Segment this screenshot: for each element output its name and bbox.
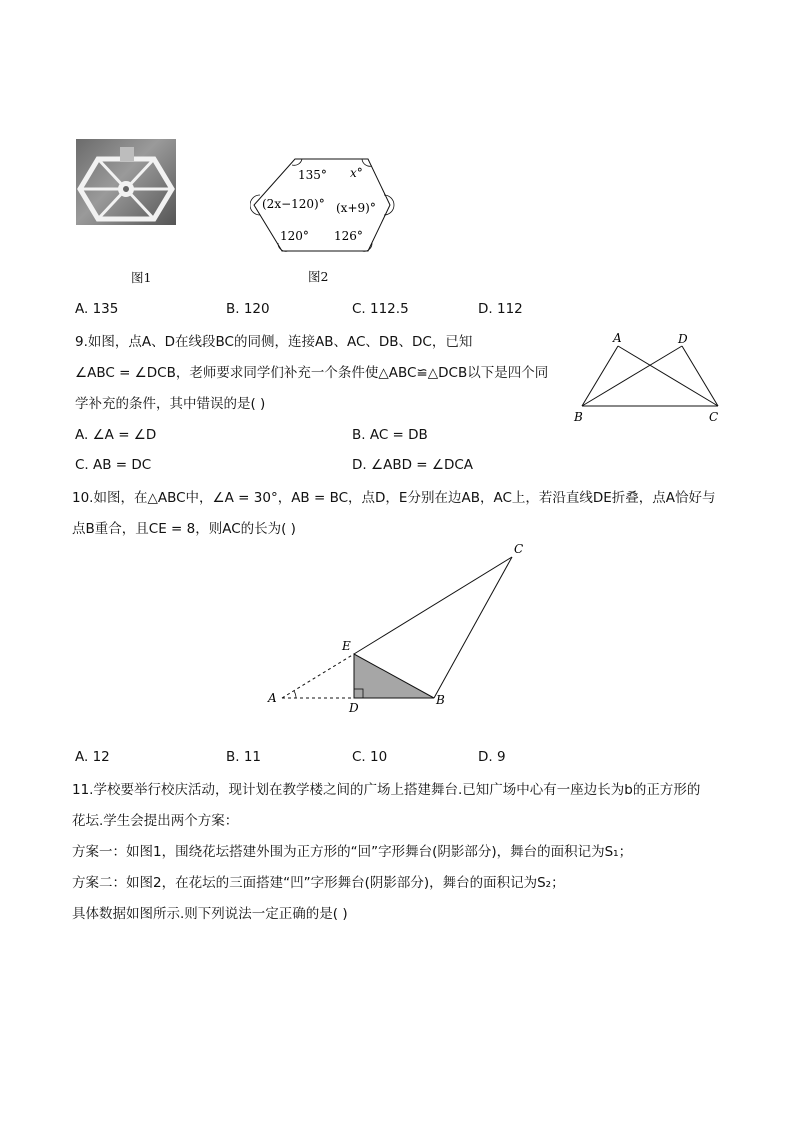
point-label-d: D <box>349 701 359 715</box>
point-label-a: A <box>268 691 277 705</box>
q9-option-d[interactable]: D. ∠ABD = ∠DCA <box>352 457 474 473</box>
point-label-e: E <box>342 639 351 653</box>
q9-text-line: 9.如图，点A、D在线段BC的同侧，连接AB、AC、DB、DC，已知 <box>75 334 473 350</box>
point-label-b: B <box>436 693 445 707</box>
angle-label: 120° <box>280 229 309 243</box>
angle-label: 135° <box>298 168 327 182</box>
point-label-a: A <box>613 331 622 345</box>
q8-option-a[interactable]: A. 135 <box>75 301 119 317</box>
figure2-caption: 图2 <box>308 269 329 284</box>
q9-figure-triangles <box>570 330 730 425</box>
point-label-c: C <box>514 542 524 556</box>
q8-option-d[interactable]: D. 112 <box>478 301 523 317</box>
q9-option-a[interactable]: A. ∠A = ∠D <box>75 427 157 443</box>
q9-text-line: 学补充的条件，其中错误的是( ) <box>75 396 266 412</box>
q10-text-line: 10.如图，在△ABC中，∠A = 30°，AB = BC，点D，E分别在边AB，AC上，若沿直线DE折叠，点A恰好与 <box>72 490 716 506</box>
wheel-drawing <box>76 139 176 225</box>
q10-option-c[interactable]: C. 10 <box>352 749 388 765</box>
q8-option-c[interactable]: C. 112.5 <box>352 301 409 317</box>
q10-option-d[interactable]: D. 9 <box>478 749 506 765</box>
angle-label: x° <box>350 166 363 180</box>
q11-text-line: 11.学校要举行校庆活动，现计划在教学楼之间的广场上搭建舞台.已知广场中心有一座边长为b的正方形的 <box>72 782 701 798</box>
q8-option-b[interactable]: B. 120 <box>226 301 270 317</box>
figure2-hexagon <box>250 155 400 255</box>
q9-text-line: ∠ABC = ∠DCB，老师要求同学们补充一个条件使△ABC≌△DCB以下是四个同 <box>75 365 549 381</box>
point-label-d: D <box>678 332 688 346</box>
q11-text-line: 方案二：如图2，在花坛的三面搭建“凹”字形舞台(阴影部分)，舞台的面积记为S₂； <box>72 875 565 891</box>
figure1-photo <box>76 139 176 225</box>
q10-option-a[interactable]: A. 12 <box>75 749 110 765</box>
q10-figure-triangle <box>262 540 542 720</box>
figure1-caption: 图1 <box>131 270 152 285</box>
q10-option-b[interactable]: B. 11 <box>226 749 262 765</box>
point-label-b: B <box>574 410 583 424</box>
angle-label: (2x−120)° <box>262 197 325 211</box>
q9-option-c[interactable]: C. AB = DC <box>75 457 152 473</box>
angle-label: (x+9)° <box>336 201 376 215</box>
q11-text-line: 方案一：如图1，围绕花坛搭建外围为正方形的“回”字形舞台(阴影部分)，舞台的面积记为S₁； <box>72 844 633 860</box>
q11-text-line: 花坛.学生会提出两个方案： <box>72 813 239 829</box>
q10-text-line: 点B重合，且CE = 8，则AC的长为( ) <box>72 521 296 537</box>
q11-text-line: 具体数据如图所示.则下列说法一定正确的是( ) <box>72 906 348 922</box>
q9-option-b[interactable]: B. AC = DB <box>352 427 428 443</box>
angle-label: 126° <box>334 229 363 243</box>
point-label-c: C <box>709 410 719 424</box>
